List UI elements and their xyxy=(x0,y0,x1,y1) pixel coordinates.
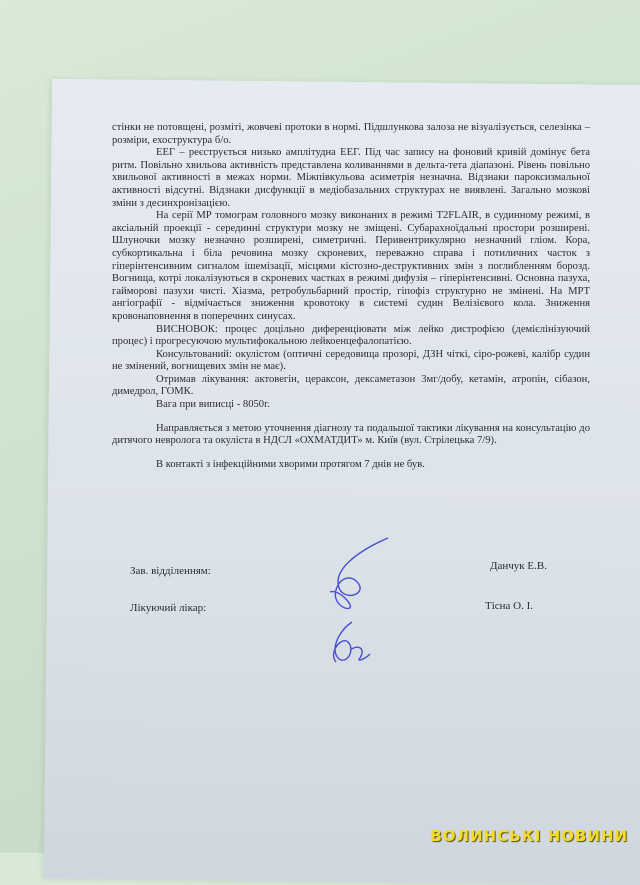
head-signature-stroke xyxy=(330,538,388,608)
paragraph: Консультований: окулістом (оптичні середовища прозорі, ДЗН чіткі, сіро-рожеві, калібр судин не змінений, вогнищевих змін не має). xyxy=(112,348,590,373)
paragraph: ВИСНОВОК: процес доцільно диференціювати між лейко дистрофією (демієлінізуючий процес) і прогресуючою мультифокальною лейкоенцефалопатією. xyxy=(112,323,590,348)
paragraph: Вага при виписці - 8050г. xyxy=(156,399,270,411)
head-of-department-label: Зав. відділенням: xyxy=(130,565,211,577)
document-body xyxy=(112,122,590,471)
paragraph: Отримав лікування: актовегін, цераксон, дексаметазон 3мг/добу, кетамін, атропін, сібазон, димедрол, ГОМК. xyxy=(112,373,590,398)
handwritten-signatures xyxy=(300,530,420,680)
paragraph: стінки не потовщені, розміті, жовчеві протоки в нормі. Підшлункова залоза не візуалізується, селезінка – розміри, ехоструктура б/о. xyxy=(112,122,590,146)
attending-doctor-name: Тісна О. І. xyxy=(485,600,534,612)
paragraph: На серії МР томограм головного мозку виконаних в режимі T2FLAIR, в судинному режимі, в аксіальній проекції - серединні структури мозку не зміщені. Субарахноїдальні простори розширені. Шлуночки мозку незначно розширені, симетричні. Перивентрикулярно незначний гліом. Кора, субкортикальна і біла речовина мозку скроневих, переважно справа і потиличних часток з гіперінтенсивним сигналом ішемізації, місцями кістозно-деструктивних змін з поглибленням борозд. Вогнища, котрі локалізуються в скроневих частках в режимі дифузія – гіперінтенсивні. Основна пазуха, гайморові пазухи чисті. Хіазма, ретробульбарний простір, гіпофіз структурно не змінені. На МРТ ангіографії - відмічається зниження кровотоку в системі судин Велізієвого кола. Зниження кровонаповнення в поперечних синусах. xyxy=(112,210,590,322)
watermark-logo: ВОЛИНСЬКІ НОВИНИ xyxy=(430,827,628,845)
paragraph: ЕЕГ – реєструється низько амплітудна ЕЕГ. Під час запису на фоновий кривій домінує бета ритм. Повільно хвильова активність представлена коливаннями в дельта-тета діапазоні. Рівень повільно хвильової активності в межах норми. Міжпівкульова асиметрія незначна. Відзнаки пароксизмальної активності відсутні. Відзнаки дисфункції в медіобазальних структурах не виявлені. Загально мозкові зміни з десинхронізацією. xyxy=(112,147,590,209)
paragraph: В контакті з інфекційними хворими протягом 7 днів не був. xyxy=(156,458,425,470)
head-of-department-name: Данчук Е.В. xyxy=(490,560,547,572)
doctor-signature-stroke xyxy=(334,622,370,662)
attending-doctor-label: Лікуючий лікар: xyxy=(130,602,207,614)
paragraph: Направляється з метою уточнення діагнозу та подальшої тактики лікування на консультацію до дитячого невролога та окуліста в НДСЛ «ОХМАТДИТ» м. Київ (вул. Стрілецька 7/9). xyxy=(112,422,590,447)
